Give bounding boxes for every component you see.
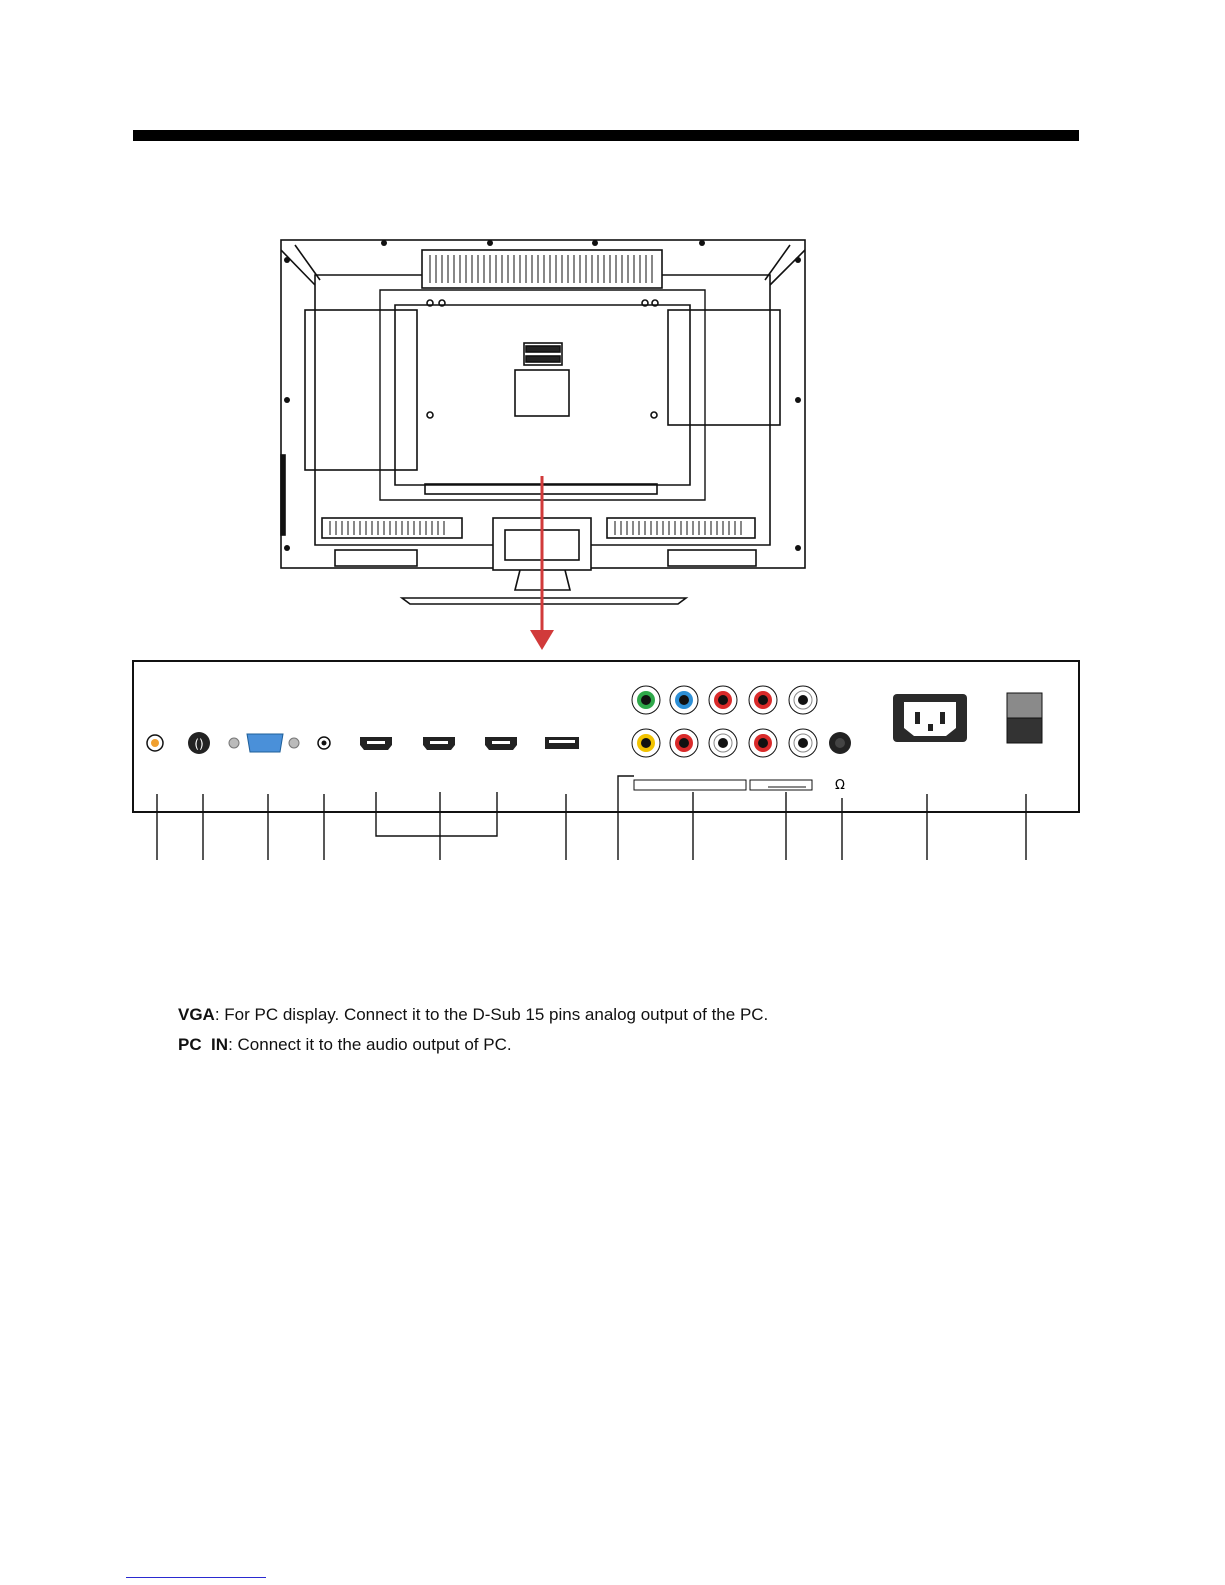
term-pc-in: PC IN [178, 1035, 229, 1054]
power-switch [1007, 693, 1042, 718]
text-vga: : For PC display. Connect it to the D-Sub 15 pins analog output of the PC. [214, 1005, 769, 1024]
right-panel [668, 310, 780, 425]
term-vga: VGA [178, 1005, 215, 1024]
description-vga [178, 1004, 768, 1026]
footer-link-underline [126, 1577, 266, 1578]
connector-panel [133, 661, 1079, 812]
stand-base [402, 598, 686, 604]
text-pc-in: : Connect it to the audio output of PC. [228, 1035, 512, 1054]
headphone-icon: Ω [835, 778, 845, 793]
vga-port [247, 734, 283, 752]
label-plate [515, 370, 569, 416]
svg-text:(): () [194, 737, 204, 751]
description-pc-in [178, 1034, 512, 1056]
left-panel [305, 310, 417, 470]
top-vent [422, 250, 662, 288]
